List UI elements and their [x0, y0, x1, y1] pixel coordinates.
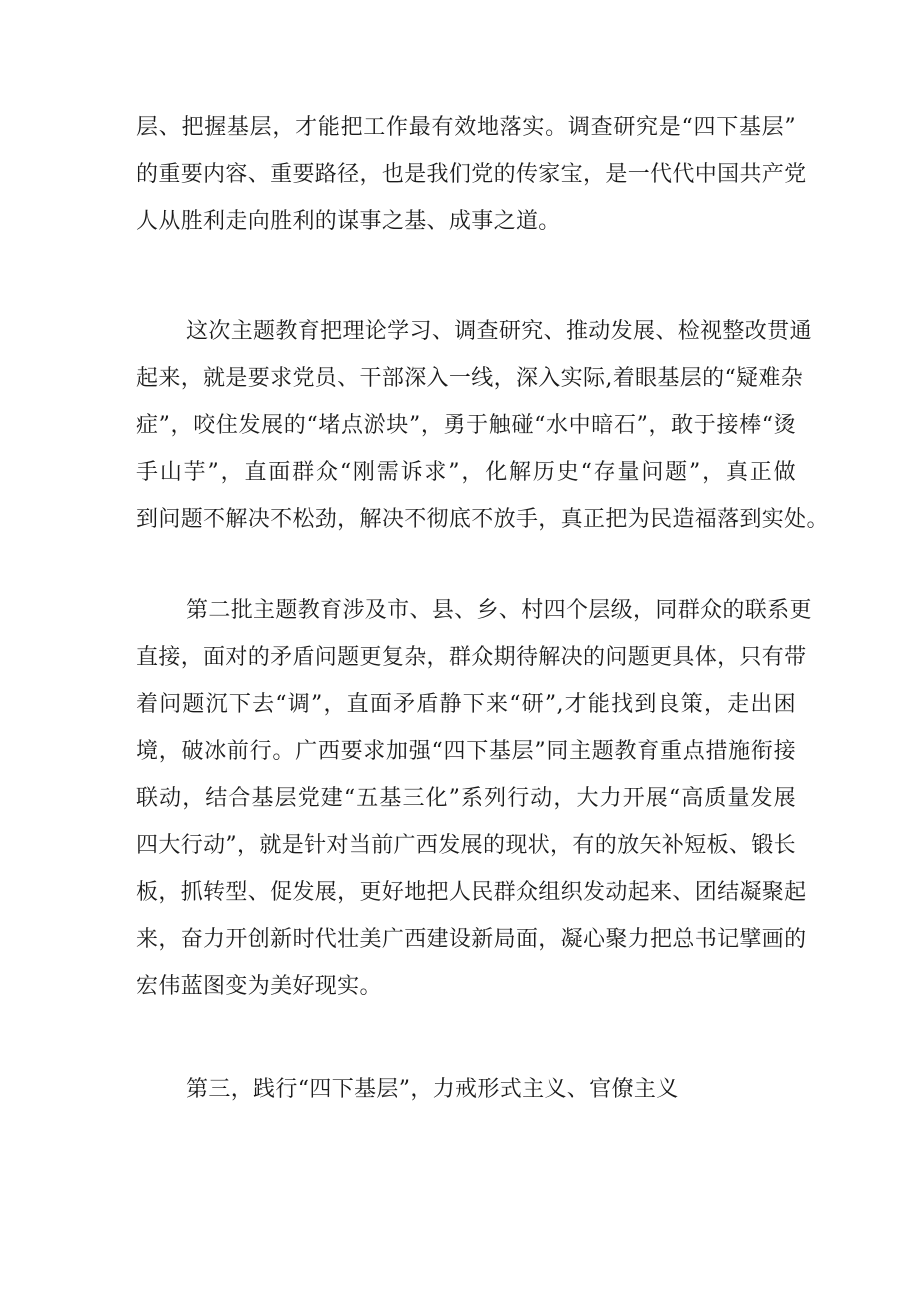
text-line: 起来，就是要求党员、干部深入一线，深入实际,着眼基层的“疑难杂	[136, 366, 804, 391]
text-line: 直接，面对的矛盾问题更复杂，群众期待解决的问题更具体，只有带	[136, 645, 807, 670]
text-line: 着问题沉下去“调”，直面矛盾静下来“研”,才能找到良策，走出困	[136, 692, 796, 717]
text-line: 症”，咬住发展的“堵点淤块”，勇于触碰“水中暗石”，敢于接棒“烫	[136, 413, 796, 438]
text-line: 板，抓转型、促发展，更好地把人民群众组织发动起来、团结凝聚起	[136, 880, 807, 905]
text-line: 来，奋力开创新时代壮美广西建设新局面，凝心聚力把总书记擘画的	[136, 927, 807, 952]
text-line: 四大行动”，就是针对当前广西发展的现状，有的放矢补短板、锻长	[136, 833, 796, 858]
text-line: 境，破冰前行。广西要求加强“四下基层”同主题教育重点措施衔接	[136, 739, 796, 764]
text-line: 到问题不解决不松劲，解决不彻底不放手，真正把为民造福落到实处。	[136, 507, 829, 532]
text-line: 第二批主题教育涉及市、县、乡、村四个层级，同群众的联系更	[186, 598, 812, 623]
text-line: 手山芋”，直面群众“刚需诉求”，化解历史“存量问题”，真正做	[136, 460, 796, 485]
text-line: 人从胜利走向胜利的谋事之基、成事之道。	[136, 209, 561, 234]
text-line: 的重要内容、重要路径，也是我们党的传家宝，是一代代中国共产党	[136, 162, 807, 187]
text-line: 层、把握基层，才能把工作最有效地落实。调查研究是“四下基层”	[136, 115, 796, 140]
section-heading: 第三，践行“四下基层”，力戒形式主义、官僚主义	[186, 1077, 679, 1102]
text-line: 这次主题教育把理论学习、调查研究、推动发展、检视整改贯通	[186, 319, 812, 344]
text-line: 联动，结合基层党建“五基三化”系列行动，大力开展“高质量发展	[136, 786, 796, 811]
text-line: 宏伟蓝图变为美好现实。	[136, 974, 382, 999]
